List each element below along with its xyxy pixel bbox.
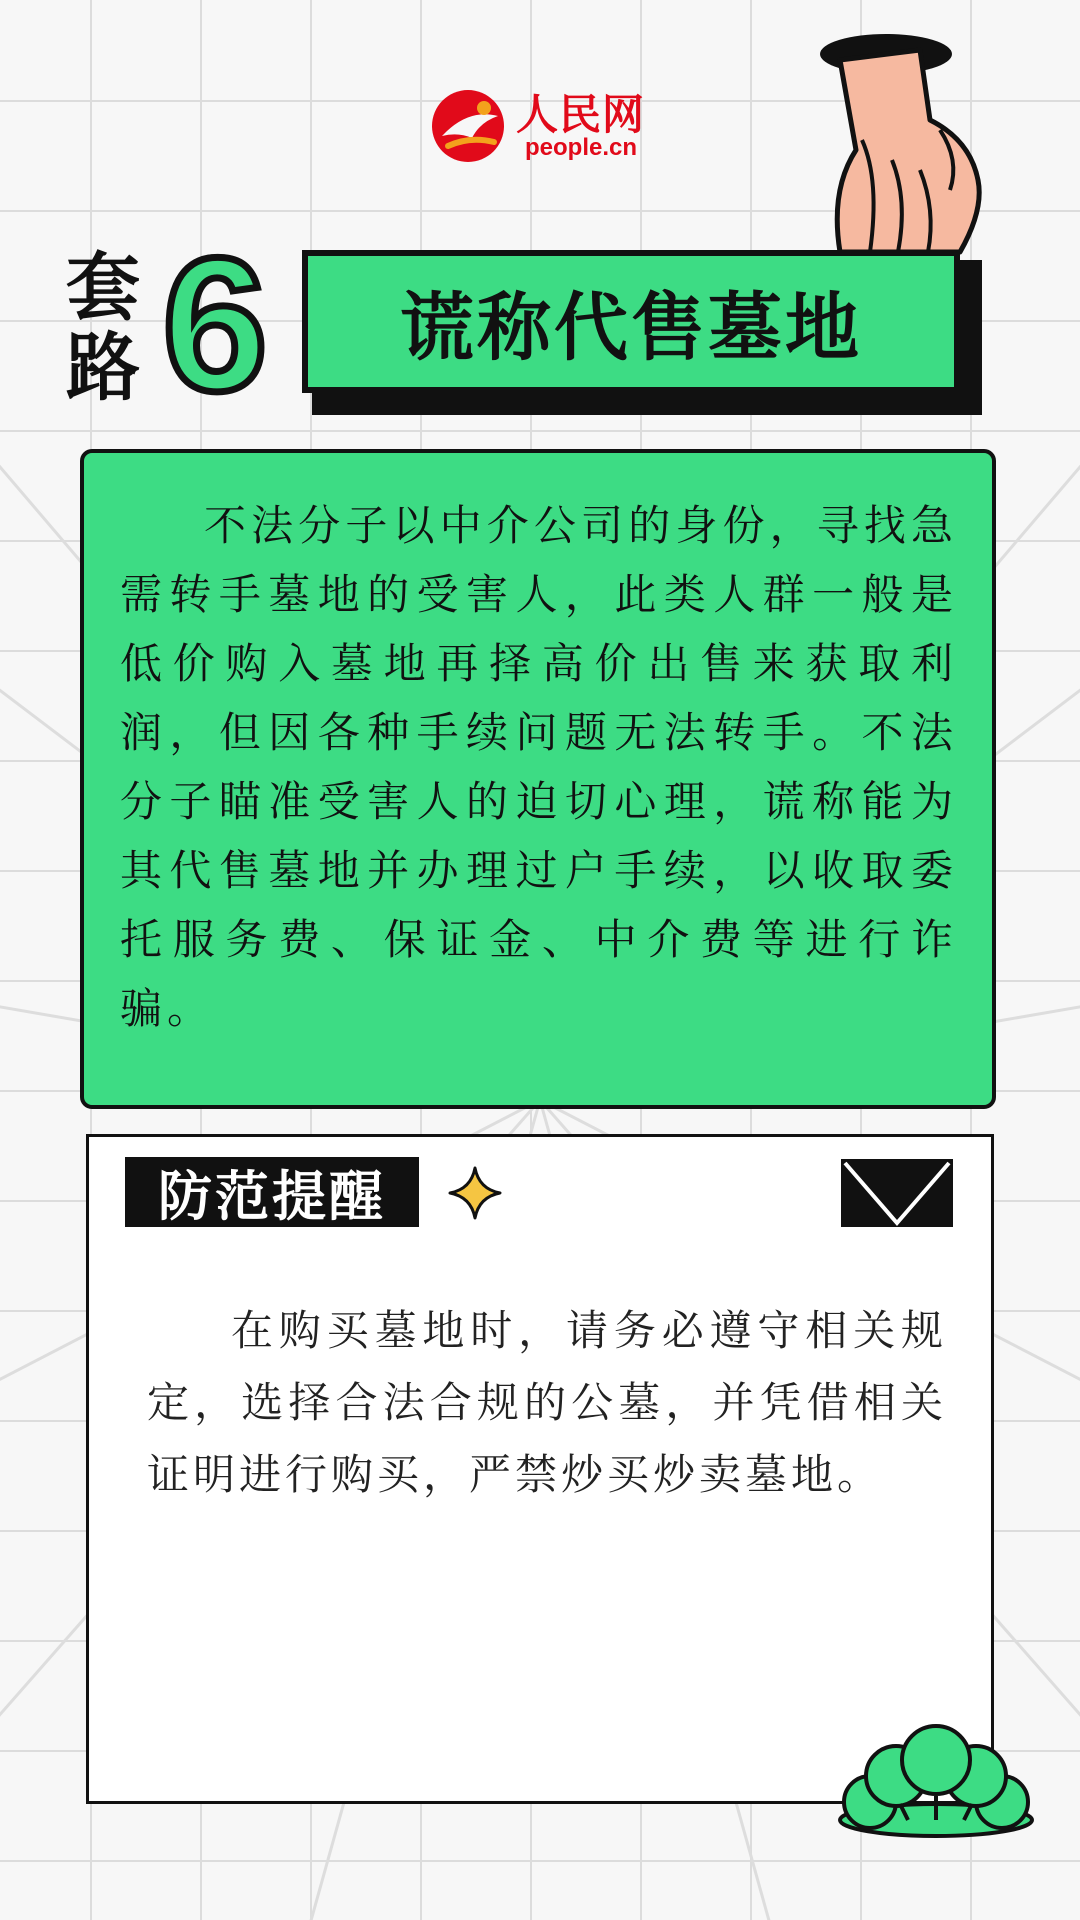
description-card: [80, 449, 996, 1109]
routine-label: [58, 245, 148, 411]
tips-title: 防范提醒: [125, 1157, 419, 1227]
tips-card: [86, 1134, 994, 1804]
sparkle-icon: [447, 1165, 503, 1221]
routine-label-char-1: 套: [66, 245, 140, 331]
title-banner: [302, 250, 960, 393]
bush-icon: [836, 1720, 1036, 1838]
routine-number: 6: [162, 219, 268, 431]
pointing-hand-icon: [800, 30, 1000, 255]
brand-domain: people.cn: [525, 134, 638, 161]
page-title: 谎称代售墓地: [400, 284, 862, 371]
tips-text: 在购买墓地时，请务必遵守相关规定，选择合法合规的公墓，并凭借相关证明进行购买，严禁炒买炒卖墓地。: [147, 1306, 947, 1499]
people-logo[interactable]: [428, 78, 658, 168]
people-logo-icon: [428, 86, 508, 166]
brand-name: 人民网: [516, 90, 646, 139]
description-text: 不法分子以中介公司的身份，寻找急需转手墓地的受害人，此类人群一般是低价购入墓地再择高价出售来获取利润，但因各种手续问题无法转手。不法分子瞄准受害人的迫切心理，谎称能为其代售墓地并办理过户手续，以收取委托服务费、保证金、中介费等进行诈骗。: [120, 501, 958, 1033]
envelope-icon: [841, 1159, 953, 1227]
routine-label-char-2: 路: [66, 325, 140, 411]
